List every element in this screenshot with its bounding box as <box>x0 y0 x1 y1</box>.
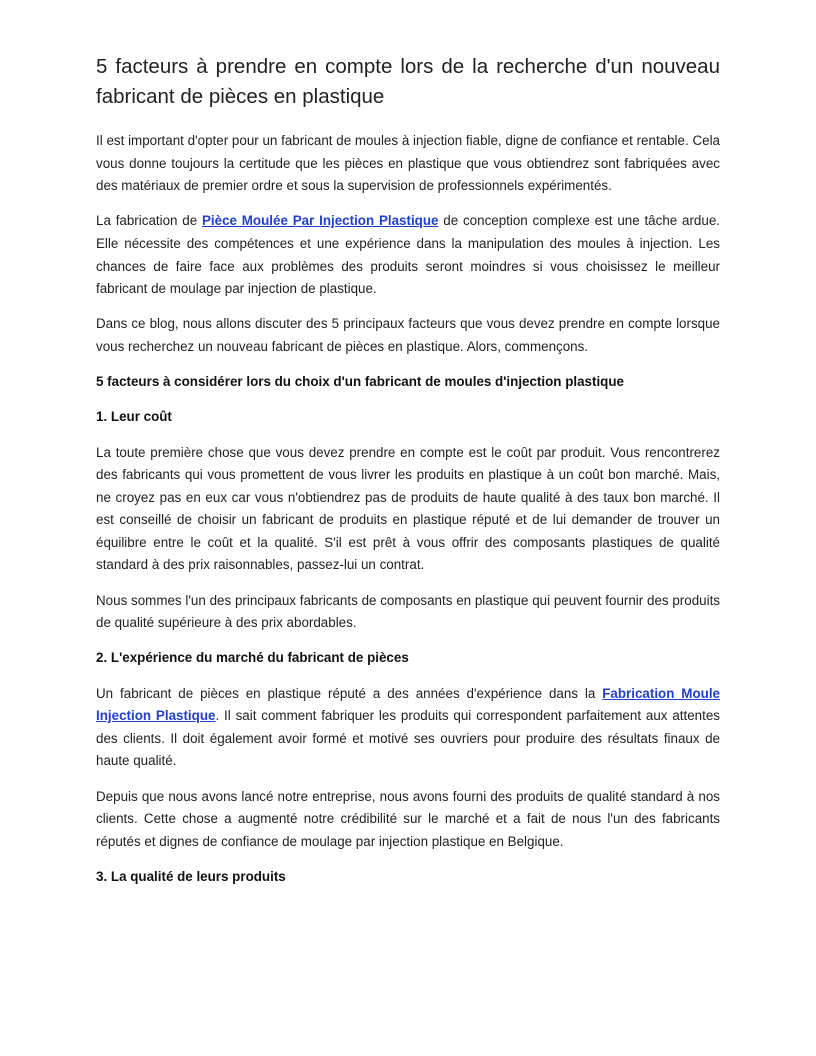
intro-paragraph-1: Il est important d'opter pour un fabricant de moules à injection fiable, digne de confiance et rentable. Cela vous donne toujours la certitude que les pièces en plastique que vous obtiendrez sont fabriquées avec des matériaux de premier ordre et sous la supervision de professionnels expérimentés. <box>96 133 720 194</box>
intro-paragraph-2-text-before: La fabrication de <box>96 213 202 229</box>
factor-2-paragraph-1-text-before: Un fabricant de pièces en plastique réputé a des années d'expérience dans la <box>96 685 603 701</box>
intro-paragraph-2 <box>96 210 720 300</box>
factor-2-paragraph-2: Depuis que nous avons lancé notre entreprise, nous avons fourni des produits de qualité standard à nos clients. Cette chose a augmenté notre crédibilité sur le marché et a fait de nous l'un des fabricants réputés et dignes de confiance de moulage par injection plastique en Belgique. <box>96 788 720 849</box>
factor-1-paragraph-2: Nous sommes l'un des principaux fabricants de composants en plastique qui peuvent fournir des produits de qualité supérieure à des prix abordables. <box>96 592 720 631</box>
intro-paragraph-2-text-after: de conception complexe est une tâche ardue. Elle nécessite des compétences et une expérience dans la manipulation des moules à injection. Les chances de faire face aux problèmes des produits seront moindres si vous choisissez le meilleur fabricant de moulage par injection de plastique. <box>96 213 720 297</box>
factor-2-paragraph-1-text-after: . Il sait comment fabriquer les produits qui correspondent parfaitement aux attentes des clients. Il doit également avoir formé et motivé ses ouvriers pour produire des résultats finaux de haute qualité. <box>96 708 720 769</box>
factor-3-heading: 3. La qualité de leurs produits <box>96 868 286 884</box>
factor-1-heading: 1. Leur coût <box>96 409 172 425</box>
intro-paragraph-3: Dans ce blog, nous allons discuter des 5 principaux facteurs que vous devez prendre en compte lorsque vous recherchez un nouveau fabricant de pièces en plastique. Alors, commençons. <box>96 316 720 354</box>
piece-moulee-link[interactable]: Pièce Moulée Par Injection Plastique <box>201 213 439 229</box>
page-title: 5 facteurs à prendre en compte lors de la recherche d'un nouveau fabricant de pièces en plastique <box>96 55 720 108</box>
factor-2-heading: 2. L'expérience du marché du fabricant de pièces <box>96 650 409 666</box>
document-page <box>96 52 720 901</box>
section-heading: 5 facteurs à considérer lors du choix d'un fabricant de moules d'injection plastique <box>96 374 624 390</box>
fabrication-moule-link[interactable]: Fabrication Moule Injection Plastique <box>96 685 720 724</box>
factor-1-paragraph-1: La toute première chose que vous devez prendre en compte est le coût par produit. Vous rencontrerez des fabricants qui vous promettent de vous livrer les produits en plastique à un coût bon marché. Mais, ne croyez pas en eux car vous n'obtiendrez pas de produits de haute qualité à des taux bon marché. Il est conseillé de choisir un fabricant de produits en plastique réputé et de lui demander de trouver un équilibre entre le coût et la qualité. S'il est prêt à vous offrir des composants plastiques de qualité standard à des prix raisonnables, passez-lui un contrat. <box>96 444 720 573</box>
factor-2-paragraph-1 <box>96 683 720 773</box>
